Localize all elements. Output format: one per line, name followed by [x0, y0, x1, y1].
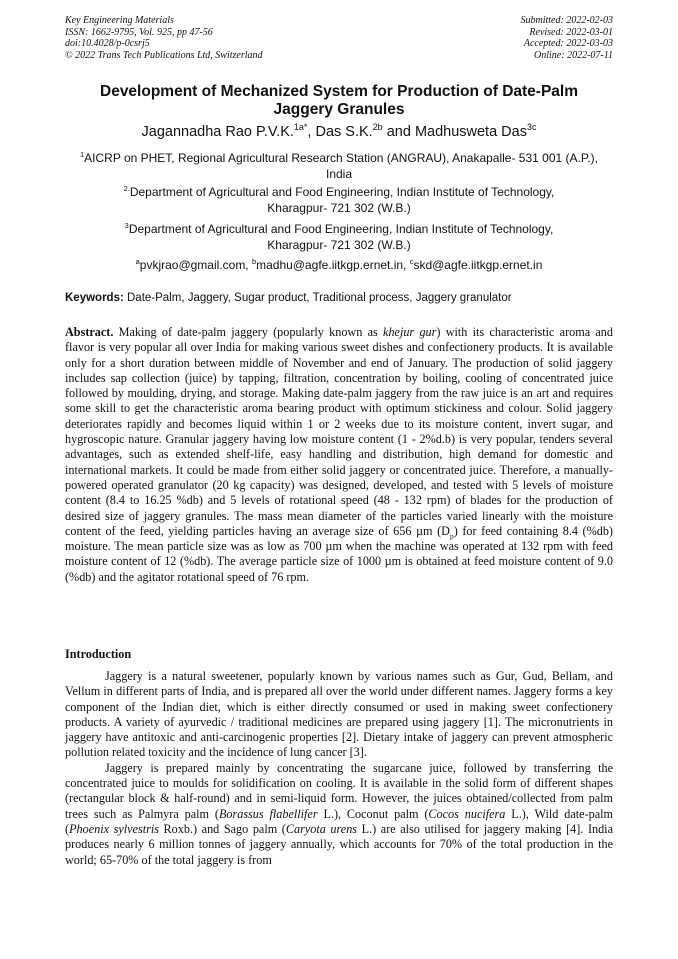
author-emails	[65, 257, 613, 273]
author-1: Jagannadha Rao P.V.K.	[141, 124, 294, 140]
doi: doi:10.4028/p-0csrj5	[65, 38, 150, 49]
author-3: Madhusweta Das	[414, 124, 527, 140]
species-name: Borassus flabellifer	[218, 806, 318, 821]
section-heading-introduction: Introduction	[65, 647, 132, 661]
author-separator: and	[382, 124, 415, 140]
revised-date: Revised: 2022-03-01	[529, 26, 613, 38]
paper-title	[65, 83, 613, 119]
affiliation-mark: 2.	[123, 184, 130, 193]
affiliation-2	[65, 184, 613, 216]
submitted-date: Submitted: 2022-02-03	[520, 15, 613, 26]
title-line-1: Development of Mechanized System for Production of Date-Palm	[100, 83, 578, 100]
affiliation-mark: 1	[80, 150, 85, 159]
journal-name: Key Engineering Materials	[65, 15, 174, 26]
intro-paragraph-1: Jaggery is a natural sweetener, popularly known by various names such as Gur, Gud, Bellam, and Vellum in different parts of India, and is prepared all over the world under different names. Jaggery forms a key component of the Indian diet, which is either directly consumed or used in making sweet confectionery products. A variety of ayurvedic / traditional medicines are prepared using jaggery [1]. The micronutrients in jaggery have antitoxic and anti-carcinogenic properties [2]. Dietary intake of jaggery can prevent atmospheric pollution related toxicity and the incidence of lung cancer [3].	[65, 669, 613, 760]
author-2: Das S.K.	[315, 124, 373, 140]
abstract-label: Abstract.	[65, 325, 114, 339]
email-mark: b	[251, 257, 257, 266]
intro-text: Jaggery is prepared mainly by concentrating the sugarcane juice, followed by transferring the concentrated juice to moulds for solidification on cooling. It is available in the solid form of different shapes (rectangular block & half-round) and in semi-liquid form. However, the juices obtained/collected from palm trees such as Palmyra palm (	[65, 760, 613, 821]
email-mark: a	[135, 257, 140, 266]
keywords-label: Keywords:	[65, 292, 124, 304]
intro-paragraph-2	[65, 761, 613, 868]
online-date: Online: 2022-07-11	[534, 49, 613, 61]
author-2-mark: 2b	[372, 122, 383, 133]
keywords	[65, 291, 613, 305]
affiliation-text: Department of Agricultural and Food Engineering, Indian Institute of Technology,	[128, 222, 554, 236]
species-name: Caryota urens	[285, 821, 358, 836]
affiliation-mark: 3	[124, 221, 129, 230]
journal-info	[65, 15, 263, 61]
intro-text: L.) are also utilised for jaggery making [4]. India produces nearly 6 million tonnes of jaggery annually, which accounts for 70% of the total production in the world; 65-70% of the total jaggery is from	[65, 821, 613, 867]
abstract-text: Making of date-palm jaggery (popularly known as	[113, 325, 384, 339]
dates-info	[521, 15, 614, 61]
email-link[interactable]: pvkjrao@gmail.com,	[139, 258, 252, 272]
affiliation-text: Kharagpur- 721 302 (W.B.)	[267, 238, 411, 252]
accepted-date: Accepted: 2022-03-03	[523, 38, 613, 49]
abstract	[65, 325, 613, 585]
author-list	[65, 123, 613, 141]
copyright: © 2022 Trans Tech Publications Ltd, Switzerland	[65, 49, 263, 61]
affiliation-text: Department of Agricultural and Food Engineering, Indian Institute of Technology,	[129, 185, 555, 199]
abstract-italic: khejur gur	[383, 325, 437, 339]
affiliation-text: Kharagpur- 721 302 (W.B.)	[267, 201, 411, 215]
author-1-mark: 1a*	[293, 122, 308, 133]
affiliation-1	[65, 150, 613, 182]
keywords-text: Date-Palm, Jaggery, Sugar product, Traditional process, Jaggery granulator	[123, 292, 512, 304]
author-separator: ,	[307, 124, 316, 140]
intro-text: L.), Coconut palm (	[317, 806, 429, 821]
email-link[interactable]: skd@agfe.iitkgp.ernet.in	[413, 258, 543, 272]
species-name: Cocos nucifera	[428, 806, 506, 821]
abstract-text: ) for feed containing 8.4 (%db) moisture. The mean particle size was as low as 700 µm when the machine was operated at 132 rpm with feed moisture content of 12 (%db). The average particle size of 1000 µm is obtained at feed moisture content of 9.0 (%db) and the agitator rotational speed of 76 rpm.	[65, 523, 613, 584]
email-link[interactable]: madhu@agfe.iitkgp.ernet.in,	[256, 258, 410, 272]
email-mark: c	[409, 257, 414, 266]
affiliation-text: AICRP on PHET, Regional Agricultural Research Station (ANGRAU), Anakapalle- 531 001 (A.P.),	[84, 151, 598, 165]
title-line-2: Jaggery Granules	[273, 101, 405, 118]
intro-text: L.), Wild date-palm (	[65, 806, 614, 836]
author-3-mark: 3c	[526, 122, 537, 133]
issn: ISSN: 1662-9795, Vol. 925, pp 47-56	[65, 26, 213, 38]
affiliation-text: India	[325, 167, 353, 181]
abstract-subscript: p	[449, 531, 454, 541]
intro-text: Roxb.) and Sago palm (	[158, 821, 286, 836]
affiliation-3	[65, 221, 613, 253]
introduction-body	[65, 669, 613, 868]
species-name: Phoenix sylvestris	[69, 821, 159, 836]
abstract-text: ) with its characteristic aroma and flavor is very popular all over India for making various sweet dishes and confectionery products. It is available only for a short duration between middle of November and end of January. The production of solid jaggery includes sap collection (juice) by tapping, filtration, concentration by boiling, cooling of concentrated juice followed by moulding, drying, and storage. Making date-palm jaggery from the raw juice is an art and requires some skill to get the characteristic aroma bearing product with optimum stickiness and colour. Solid jaggery deteriorates rapidly and becomes liquid within 1 or 2 weeks due to its moisture content, invert sugar, and hygroscopic nature. Granular jaggery having low moisture content (1 - 2%d.b) is very popular, tenders several advantages, such as extended shelf-life, easy handling and distribution, high demand for domestic and international markets. It could be made from either solid jaggery or concentrated juice. Therefore, a manually-powered operated granulator (20 kg capacity) was designed, developed, and tested with 5 levels of moisture content (8.4 to 16.25 %db) and 5 levels of rotational speed (48 - 132 rpm) of blades for the production of desired size of jaggery granules. The mass mean diameter of the particles varied linearly with the moisture content of the feed, yielding particles having an average size of 656 µm (D	[65, 325, 613, 538]
